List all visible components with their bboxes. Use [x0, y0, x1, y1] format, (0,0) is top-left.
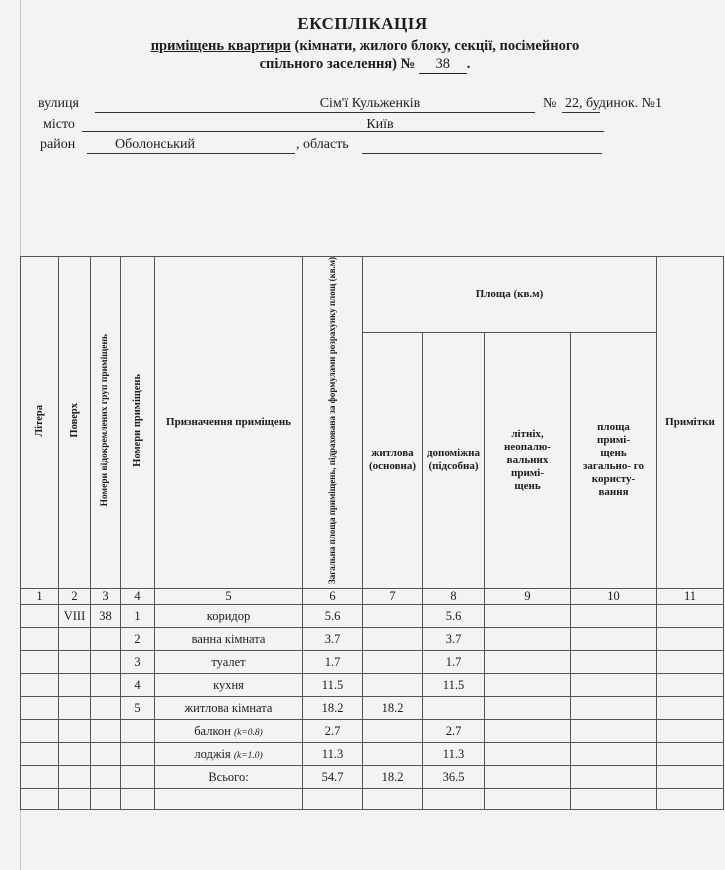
number-label: №: [543, 96, 557, 111]
cell-aux: 5.6: [423, 605, 485, 628]
cell-aux: 2.7: [423, 720, 485, 743]
cell-living: [363, 743, 423, 766]
cell-aux: 11.5: [423, 674, 485, 697]
cell-group: [91, 628, 121, 651]
cell-group: [91, 720, 121, 743]
cell-room: 4: [121, 674, 155, 697]
cell-total: 18.2: [303, 697, 363, 720]
region-label: , область: [296, 137, 349, 152]
cell-living: [363, 605, 423, 628]
cell-total: 2.7: [303, 720, 363, 743]
cell-total: 11.5: [303, 674, 363, 697]
cell-common: [571, 605, 657, 628]
subtitle-dot: .: [466, 56, 471, 72]
cell-common: [571, 720, 657, 743]
cell-purpose: житлова кімната: [155, 697, 303, 720]
total-area: 54.7: [303, 766, 363, 789]
cell-group: 38: [91, 605, 121, 628]
cell-notes: [657, 697, 724, 720]
cell-purpose: коридор: [155, 605, 303, 628]
header-floor: Поверх: [59, 257, 91, 589]
cell-group: [91, 651, 121, 674]
cell-litera: [21, 743, 59, 766]
cell-floor: [59, 743, 91, 766]
cell-common: [571, 651, 657, 674]
coefficient: (k=0.8): [233, 727, 263, 738]
cell-total: 1.7: [303, 651, 363, 674]
cell-common: [571, 628, 657, 651]
cell-summer: [485, 697, 571, 720]
cell-floor: VIII: [59, 605, 91, 628]
number-value: 22, будинок. №1: [565, 96, 662, 111]
cell-room: 3: [121, 651, 155, 674]
header-common: площа примі- щень загально- го користу- вання: [571, 332, 657, 588]
cell-aux: [423, 697, 485, 720]
total-label: Всього:: [155, 766, 303, 789]
header-purpose: Призначення приміщень: [155, 257, 303, 589]
cell-aux: 1.7: [423, 651, 485, 674]
cell-purpose: лоджія (k=1.0): [155, 743, 303, 766]
cell-total: 5.6: [303, 605, 363, 628]
region-underline: [362, 153, 602, 154]
subtitle-rest: (кімнати, жилого блоку, секції, посімейного: [290, 38, 580, 54]
cell-notes: [657, 743, 724, 766]
cell-notes: [657, 605, 724, 628]
document-title: ЕКСПЛІКАЦІЯ: [297, 14, 428, 33]
cell-room: 2: [121, 628, 155, 651]
header-area-group: Площа (кв.м): [363, 257, 657, 333]
header-total-area: Загальна площа приміщень, підрахована за формулами розрахунку площ (кв.м): [303, 257, 363, 589]
cell-purpose: ванна кімната: [155, 628, 303, 651]
total-aux: 36.5: [423, 766, 485, 789]
cell-group: [91, 697, 121, 720]
cell-litera: [21, 628, 59, 651]
total-row: [21, 766, 724, 789]
header-litera: Літера: [21, 257, 59, 589]
header-notes: Примітки: [657, 257, 724, 589]
cell-room: [121, 743, 155, 766]
cell-common: [571, 743, 657, 766]
cell-purpose: балкон (k=0.8): [155, 720, 303, 743]
street-label: вулиця: [38, 96, 79, 111]
cell-living: [363, 628, 423, 651]
empty-row: [21, 789, 724, 810]
column-numbers-row: 1 2 3 4 5 6 7 8 9 10 11: [21, 589, 724, 605]
cell-floor: [59, 674, 91, 697]
cell-floor: [59, 628, 91, 651]
cell-group: [91, 674, 121, 697]
cell-living: [363, 674, 423, 697]
header-living: житлова (основна): [363, 332, 423, 588]
city-value: Київ: [366, 117, 394, 132]
cell-total: 11.3: [303, 743, 363, 766]
cell-room: 5: [121, 697, 155, 720]
table-row: [21, 628, 724, 651]
total-living: 18.2: [363, 766, 423, 789]
cell-common: [571, 674, 657, 697]
cell-litera: [21, 605, 59, 628]
apartment-number: 38: [419, 55, 467, 74]
table-row: [21, 651, 724, 674]
street-value: Сім'ї Кульженків: [319, 96, 421, 111]
district-label: район: [40, 137, 76, 152]
table-row: [21, 697, 724, 720]
cell-purpose: кухня: [155, 674, 303, 697]
table-row: [21, 743, 724, 766]
number-underline: [562, 112, 600, 113]
cell-room: 1: [121, 605, 155, 628]
header-summer: літніх, неопалю- вальних примі- щень: [485, 332, 571, 588]
district-value: Оболонський: [115, 137, 195, 152]
header-groups: Номери відокремлених груп приміщень: [91, 257, 121, 589]
cell-notes: [657, 674, 724, 697]
cell-room: [121, 720, 155, 743]
subtitle-underlined: приміщень квартири: [150, 38, 291, 54]
table-row: [21, 720, 724, 743]
cell-living: [363, 651, 423, 674]
cell-floor: [59, 651, 91, 674]
cell-purpose: туалет: [155, 651, 303, 674]
cell-living: 18.2: [363, 697, 423, 720]
document-subtitle: [60, 37, 670, 74]
cell-litera: [21, 674, 59, 697]
table-body: [21, 605, 724, 766]
cell-notes: [657, 720, 724, 743]
header-rooms: Номери приміщень: [121, 257, 155, 589]
cell-notes: [657, 628, 724, 651]
street-underline: [95, 112, 535, 113]
explication-table: [20, 256, 724, 810]
cell-summer: [485, 743, 571, 766]
table-row: [21, 674, 724, 697]
cell-floor: [59, 720, 91, 743]
cell-floor: [59, 697, 91, 720]
cell-litera: [21, 720, 59, 743]
cell-summer: [485, 674, 571, 697]
cell-living: [363, 720, 423, 743]
cell-summer: [485, 605, 571, 628]
cell-litera: [21, 651, 59, 674]
table-row: [21, 605, 724, 628]
city-label: місто: [43, 117, 75, 132]
header-auxiliary: допоміжна (підсобна): [423, 332, 485, 588]
cell-aux: 11.3: [423, 743, 485, 766]
subtitle-line2: спільного заселення) №: [259, 56, 416, 72]
coefficient: (k=1.0): [233, 750, 263, 761]
cell-summer: [485, 651, 571, 674]
cell-notes: [657, 651, 724, 674]
cell-summer: [485, 628, 571, 651]
cell-total: 3.7: [303, 628, 363, 651]
cell-litera: [21, 697, 59, 720]
cell-aux: 3.7: [423, 628, 485, 651]
cell-summer: [485, 720, 571, 743]
cell-common: [571, 697, 657, 720]
cell-group: [91, 743, 121, 766]
district-underline: [87, 153, 295, 154]
